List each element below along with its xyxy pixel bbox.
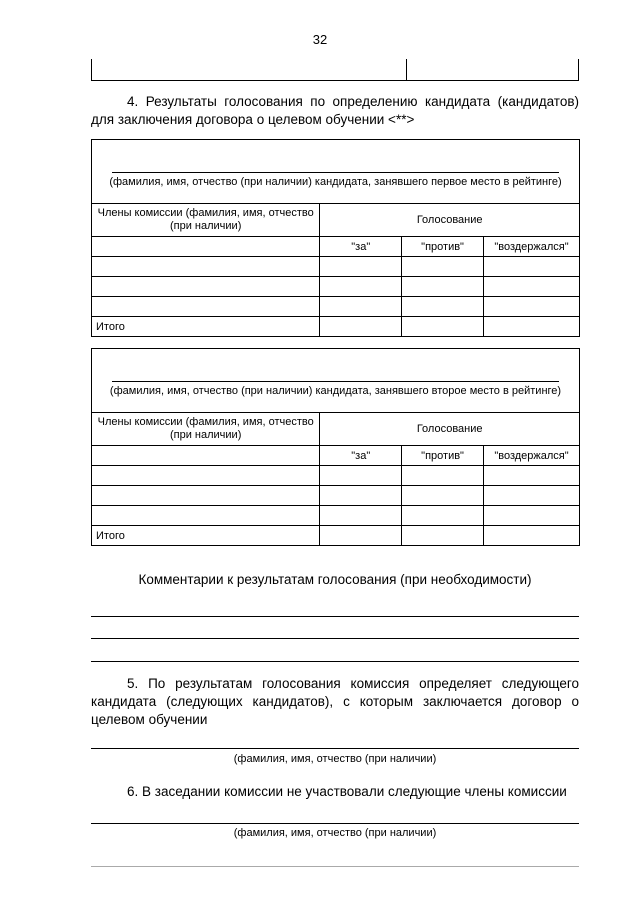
table-row [92, 257, 580, 277]
table-row [92, 297, 580, 317]
comment-line [91, 638, 579, 639]
section-5-text: 5. По результатам голосования комиссия определяет следующего кандидата (следующих кандидатов), с которым заключается договор о целевом обучении [91, 676, 579, 727]
name-caption: (фамилия, имя, отчество (при наличии) [233, 753, 437, 765]
candidate-name-line [91, 748, 579, 749]
comment-line [91, 661, 579, 662]
table-cell [92, 446, 320, 466]
absent-members-line [91, 823, 579, 824]
total-label: Итого [92, 317, 320, 337]
members-header: Члены комиссии (фамилия, имя, отчество (при наличии) [92, 413, 320, 446]
comments-title: Комментарии к результатам голосования (при необходимости) [138, 572, 532, 587]
name-caption: (фамилия, имя, отчество (при наличии) [233, 827, 437, 839]
total-label: Итого [92, 526, 320, 546]
voting-table-first-candidate [91, 139, 580, 337]
previous-table-fragment [91, 59, 579, 81]
option-abstain: "воздержался" [484, 237, 580, 257]
footer-divider [91, 866, 579, 867]
option-against: "против" [402, 446, 484, 466]
table-row [92, 506, 580, 526]
voting-header: Голосование [320, 413, 580, 446]
table-row [92, 466, 580, 486]
voting-table-second-candidate [91, 348, 580, 546]
candidate-name-line [112, 381, 559, 382]
option-for: "за" [320, 446, 402, 466]
section-6-text: 6. В заседании комиссии не участвовали следующие члены комиссии [127, 784, 567, 799]
candidate-name-cell [92, 349, 580, 413]
candidate-name-line [112, 172, 559, 173]
candidate-name-cell [92, 140, 580, 204]
table-divider [406, 59, 407, 80]
page-number: 32 [312, 32, 328, 47]
option-against: "против" [402, 237, 484, 257]
candidate-caption: (фамилия, имя, отчество (при наличии) кандидата, занявшего второе место в рейтинге) [109, 385, 562, 397]
voting-header: Голосование [320, 204, 580, 237]
option-abstain: "воздержался" [484, 446, 580, 466]
members-header: Члены комиссии (фамилия, имя, отчество (при наличии) [92, 204, 320, 237]
table-row [92, 277, 580, 297]
table-row [92, 486, 580, 506]
table-cell [92, 237, 320, 257]
comment-line [91, 616, 579, 617]
candidate-caption: (фамилия, имя, отчество (при наличии) кандидата, занявшего первое место в рейтинге) [109, 176, 562, 188]
section-4-title: 4. Результаты голосования по определению кандидата (кандидатов) для заключения договора о целевом обучении <**> [91, 94, 579, 127]
option-for: "за" [320, 237, 402, 257]
